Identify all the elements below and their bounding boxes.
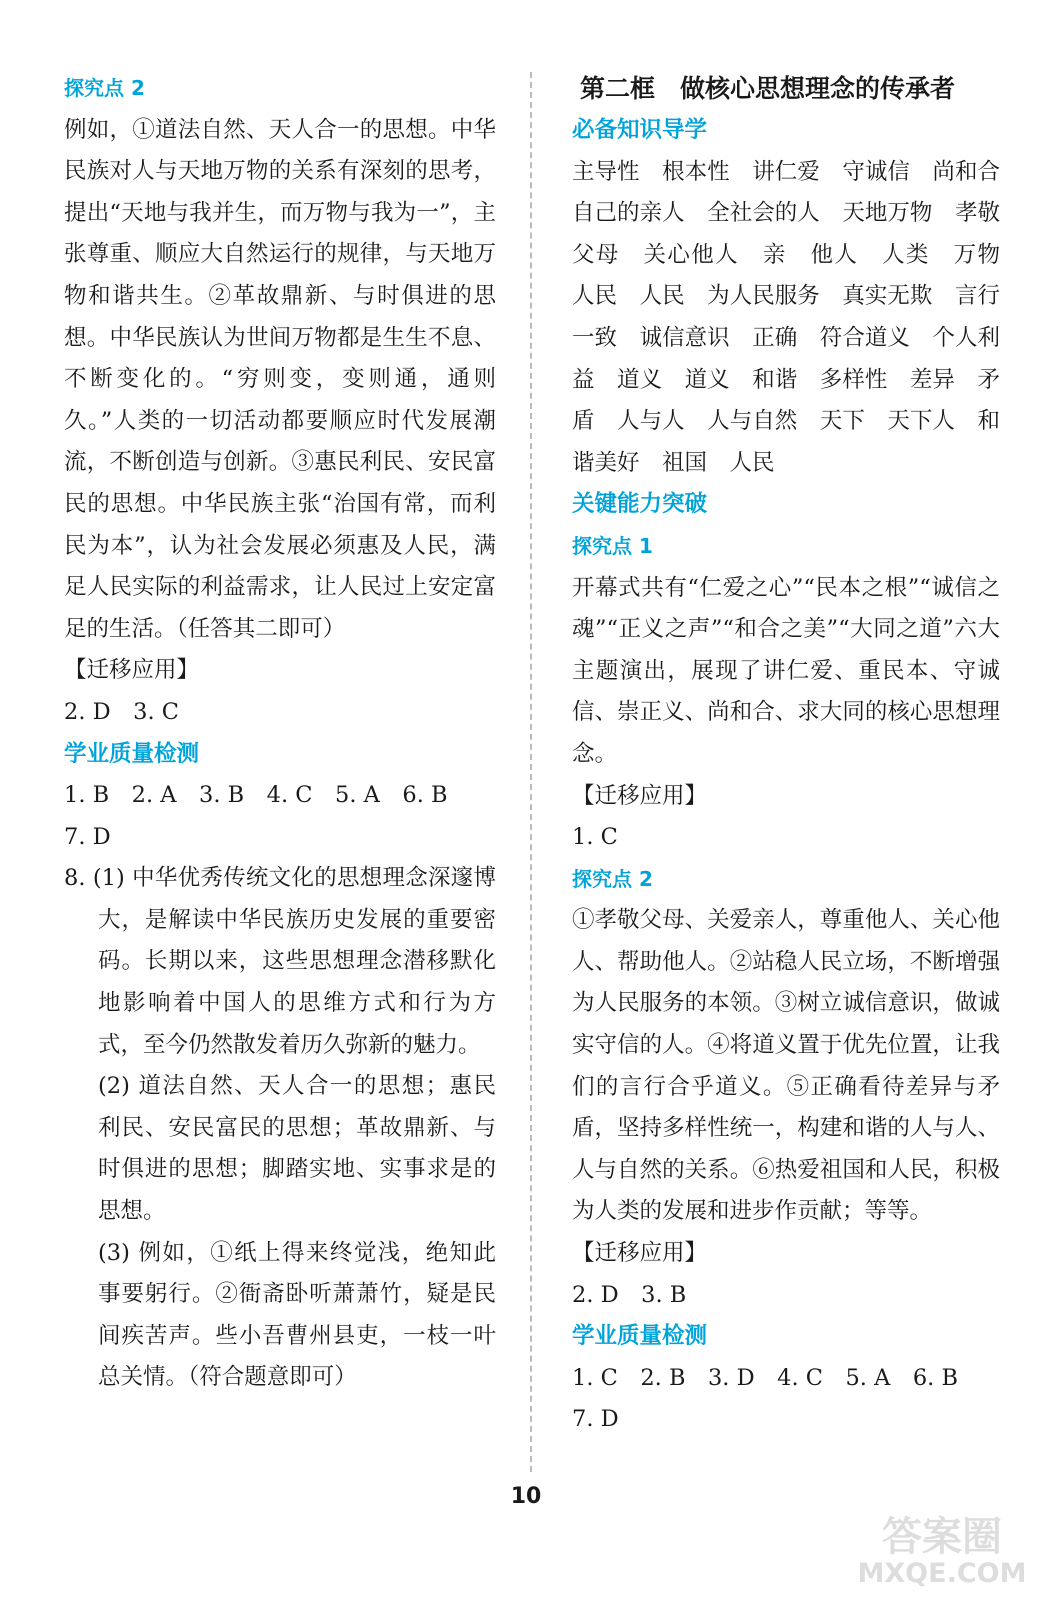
transfer-application-2-answers: 2. D 3. B — [572, 1281, 687, 1308]
explore-point-2-heading-right: 探究点 2 — [572, 866, 653, 891]
question-8-part-3: (3) 例如，①纸上得来终觉浅，绝知此事要躬行。②衙斋卧听萧萧竹，疑是民间疾苦声。些小吾曹州县吏，一枝一叶总关情。（符合题意即可） — [98, 1239, 496, 1391]
question-8-part-2: (2) 道法自然、天人合一的思想；惠民利民、安民富民的思想；革故鼎新、与时俱进的思想；脚踏实地、实事求是的思想。 — [98, 1073, 496, 1225]
page-number: 10 — [510, 1484, 542, 1509]
explore-point-2-answer-right: ①孝敬父母、关爱亲人，尊重他人、关心他人、帮助他人。②站稳人民立场，不断增强为人民服务的本领。③树立诚信意识，做诚实守信的人。④将道义置于优先位置，让我们的言行合乎道义。⑤正确看待差异与矛盾，坚持多样性统一，构建和谐的人与人、人与自然的关系。⑥热爱祖国和人民，积极为人类的发展和进步作贡献；等等。 — [572, 907, 1000, 1225]
transfer-application-answers: 2. D 3. C — [64, 698, 179, 725]
quality-check-answers-row-1: 1. B 2. A 3. B 4. C 5. A 6. B — [64, 782, 448, 809]
explore-point-2-heading: 探究点 2 — [64, 76, 145, 100]
explore-point-1-heading: 探究点 1 — [572, 533, 653, 558]
explore-point-1-answer: 开幕式共有“仁爱之心”“民本之根”“诚信之魂”“正义之声”“和合之美”“大同之道”六大主题演出，展现了讲仁爱、重民本、守诚信、崇正义、尚和合、求大同的核心思想理念。 — [572, 574, 1000, 767]
quality-check-answers-right-row-1: 1. C 2. B 3. D 4. C 5. A 6. B — [572, 1364, 959, 1391]
column-divider — [530, 72, 532, 1472]
quality-check-heading: 学业质量检测 — [64, 740, 200, 767]
svg-text:答案圈: 答案圈 — [882, 1514, 1002, 1560]
essential-knowledge-answers: 主导性 根本性 讲仁爱 守诚信 尚和合 自己的亲人 全社会的人 天地万物 孝敬父母 关心他人 亲 他人 人类 万物 人民 人民 为人民服务 真实无欺 言行一致 诚信意识 正确 符合道义 个人利益 道义 道义 和谐 多样性 差异 矛盾 人与人 人与自然 天下 天下人 和谐美好 祖国 人民 — [572, 158, 1023, 476]
transfer-application-1-heading: 【迁移应用】 — [572, 782, 708, 809]
transfer-application-2-heading: 【迁移应用】 — [572, 1240, 708, 1267]
explore-point-2-answer: 例如，①道法自然、天人合一的思想。中华民族对人与天地万物的关系有深刻的思考，提出“天地与我并生，而万物与我为一”，主张尊重、顺应大自然运行的规律，与天地万物和谐共生。②革故鼎新、与时俱进的思想。中华民族认为世间万物都是生生不息、不断变化的。“穷则变，变则通，通则久。”人类的一切活动都要顺应时代发展潮流，不断创造与创新。③惠民利民、安民富民的思想。中华民族主张“治国有常，而利民为本”，认为社会发展必须惠及人民，满足人民实际的利益需求，让人民过上安定富足的生活。（任答其二即可） — [64, 116, 496, 642]
quality-check-answers-right-row-2: 7. D — [572, 1406, 619, 1433]
right-column — [572, 68, 1023, 1441]
quality-check-answers-row-2: 7. D — [64, 823, 111, 850]
svg-text:MXQE.COM: MXQE.COM — [857, 1558, 1027, 1588]
left-column — [64, 68, 496, 1399]
watermark-logo — [852, 1506, 1032, 1588]
essential-knowledge-heading: 必备知识导学 — [572, 117, 708, 143]
transfer-application-heading: 【迁移应用】 — [64, 657, 200, 684]
quality-check-heading-right: 学业质量检测 — [572, 1323, 708, 1350]
key-ability-heading: 关键能力突破 — [572, 491, 708, 518]
transfer-application-1-answers: 1. C — [572, 824, 618, 851]
frame-title: 第二框 做核心思想理念的传承者 — [580, 74, 956, 103]
question-8-part-1: 8. (1) 中华优秀传统文化的思想理念深邃博大，是解读中华民族历史发展的重要密码。长期以来，这些思想理念潜移默化地影响着中国人的思维方式和行为方式，至今仍然散发着历久弥新的魅力。 — [64, 865, 496, 1058]
